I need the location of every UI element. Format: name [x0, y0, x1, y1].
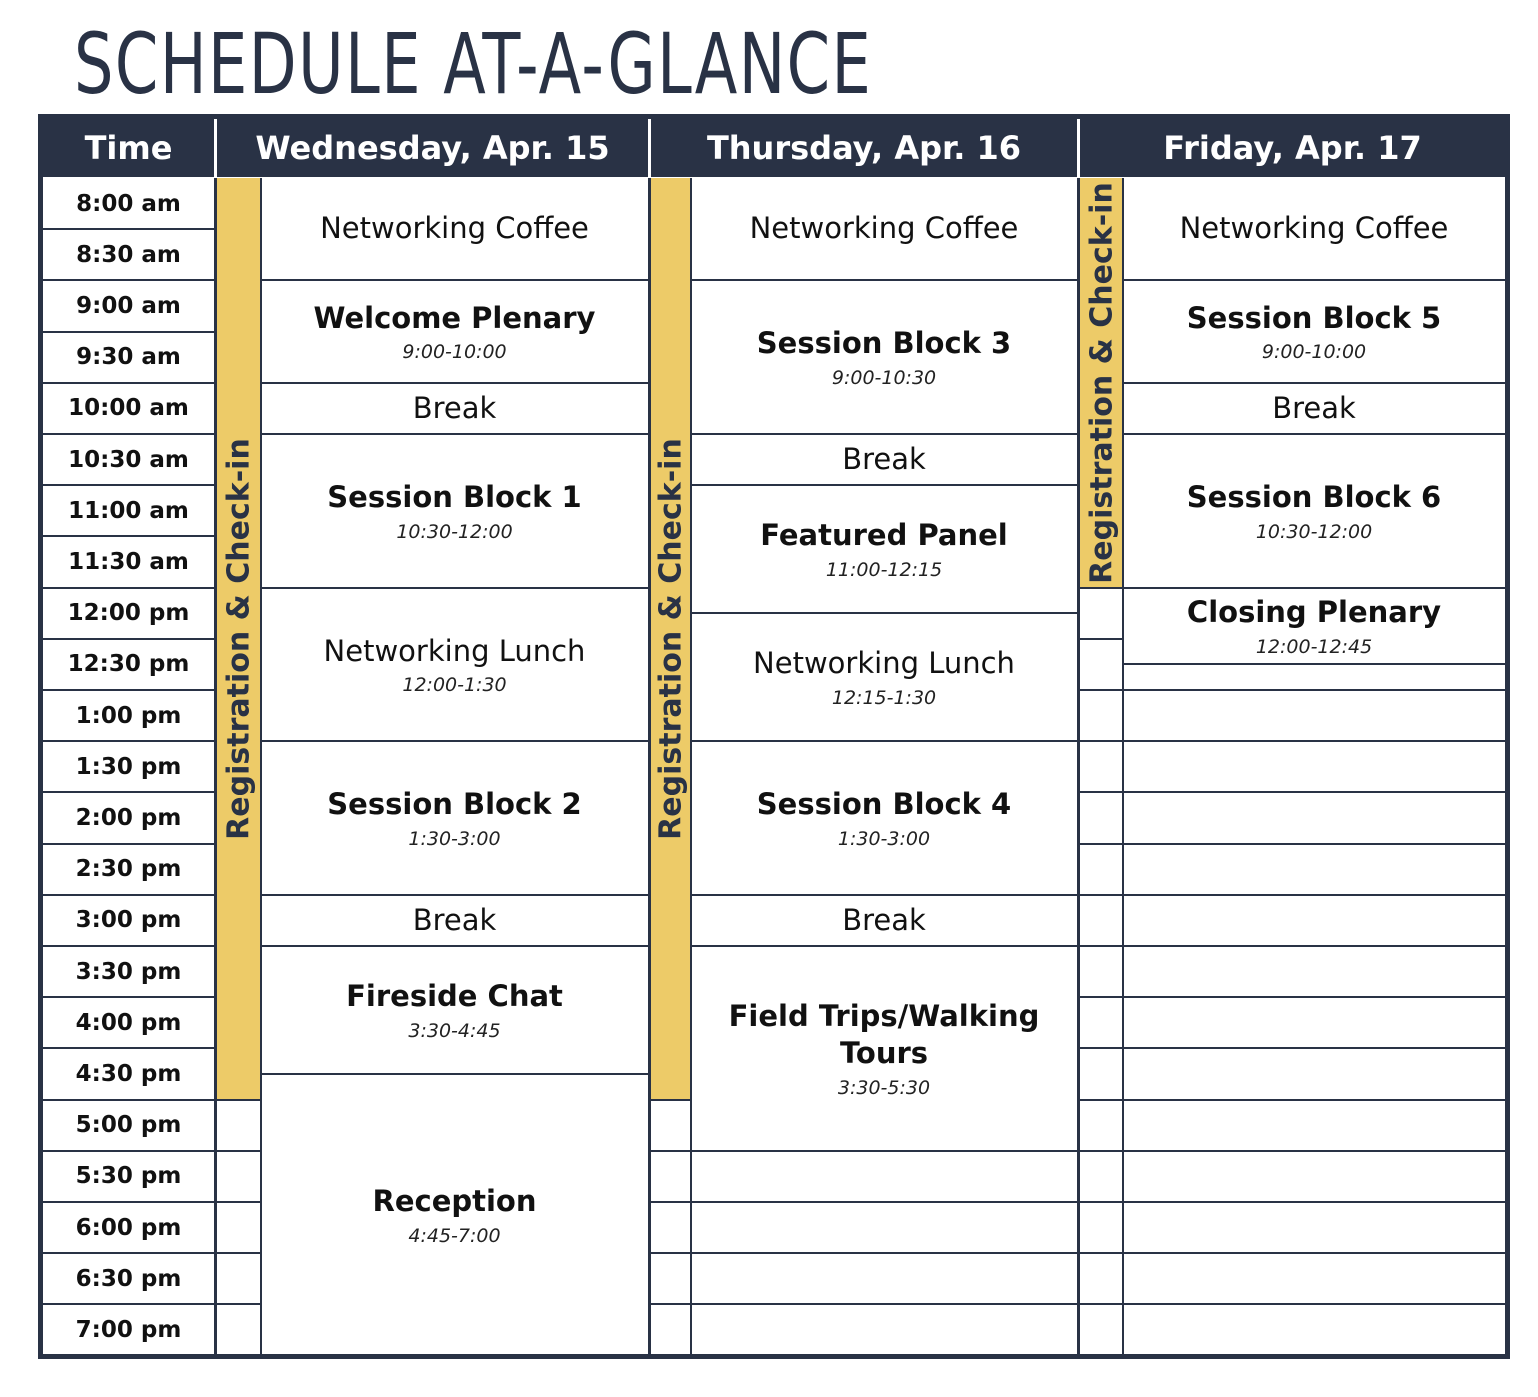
registration-label: Registration & Check-in — [1084, 181, 1119, 584]
event-name: Session Block 6 — [1186, 479, 1442, 514]
time-slot-label: 11:30 am — [68, 548, 189, 575]
event-time: 11:00-12:15 — [825, 559, 943, 582]
row-divider — [1123, 1303, 1505, 1305]
row-divider — [1123, 663, 1505, 665]
row-divider — [43, 1099, 214, 1101]
row-divider — [43, 945, 214, 947]
event-block — [261, 895, 648, 946]
event-time: 12:00-1:30 — [402, 674, 507, 697]
event-name: Break — [1272, 390, 1356, 425]
header-divider — [1077, 119, 1080, 177]
row-divider — [1123, 843, 1505, 845]
row-divider — [43, 689, 214, 691]
event-block — [261, 1074, 648, 1356]
row-divider — [1123, 1099, 1505, 1101]
row-divider — [1123, 894, 1505, 896]
header-wednesday: Wednesday, Apr. 15 — [217, 119, 648, 177]
event-block — [691, 178, 1077, 280]
event-name: Field Trips/Walking Tours — [728, 998, 1040, 1071]
row-divider — [651, 1099, 691, 1101]
event-time: 10:30-12:00 — [1255, 520, 1373, 543]
row-divider — [1123, 740, 1505, 742]
time-slot-label: 8:00 am — [76, 190, 181, 217]
page-title: SCHEDULE AT-A-GLANCE — [74, 15, 873, 113]
row-divider — [217, 1201, 261, 1203]
row-divider — [43, 791, 214, 793]
event-name: Break — [842, 902, 926, 937]
event-name: Session Block 1 — [327, 479, 582, 514]
row-divider — [1080, 1252, 1123, 1254]
time-slot-label: 9:30 am — [76, 344, 181, 371]
row-divider — [43, 1150, 214, 1152]
row-divider — [691, 1150, 1077, 1152]
event-name: Session Block 2 — [327, 787, 582, 822]
row-divider — [1123, 1047, 1505, 1049]
row-divider — [43, 382, 214, 384]
row-divider — [43, 587, 214, 589]
row-divider — [1080, 1047, 1123, 1049]
time-slot-label: 6:30 pm — [75, 1265, 182, 1292]
time-slot-label: 12:30 pm — [67, 651, 190, 678]
event-time: 3:30-4:45 — [408, 1019, 501, 1042]
registration-strip-thu — [651, 178, 691, 1100]
event-name: Break — [412, 390, 497, 425]
event-block — [261, 741, 648, 895]
row-divider — [1123, 689, 1505, 691]
header-time: Time — [43, 119, 214, 177]
row-divider — [1123, 791, 1505, 793]
time-slot-label: 9:00 am — [76, 292, 181, 319]
header-friday: Friday, Apr. 17 — [1080, 119, 1505, 177]
row-divider — [651, 1303, 691, 1305]
event-block — [691, 485, 1077, 613]
event-time: 4:45-7:00 — [408, 1224, 501, 1247]
row-divider — [651, 1150, 691, 1152]
time-slot-label: 4:00 pm — [75, 1009, 182, 1036]
time-slot-label: 11:00 am — [68, 497, 189, 524]
header-thursday: Thursday, Apr. 16 — [651, 119, 1077, 177]
event-name: Networking Lunch — [753, 646, 1015, 681]
row-divider — [1123, 1252, 1505, 1254]
event-block — [261, 946, 648, 1074]
row-divider — [651, 1201, 691, 1203]
event-block — [1123, 588, 1505, 665]
time-slot-label: 12:00 pm — [67, 600, 190, 627]
event-name: Networking Lunch — [323, 633, 586, 668]
row-divider — [43, 433, 214, 435]
event-name: Welcome Plenary — [313, 300, 596, 335]
event-time: 9:00-10:00 — [1261, 341, 1367, 364]
event-time: 3:30-5:30 — [837, 1077, 931, 1100]
registration-strip-wed — [217, 178, 261, 1100]
row-divider — [1080, 843, 1123, 845]
event-name: Break — [842, 441, 926, 476]
row-divider — [217, 1303, 261, 1305]
time-slot-label: 1:00 pm — [75, 702, 182, 729]
event-block — [261, 434, 648, 588]
registration-strip-fri — [1080, 178, 1123, 588]
row-divider — [43, 535, 214, 537]
row-divider — [1123, 945, 1505, 947]
event-block — [261, 588, 648, 742]
row-divider — [1080, 689, 1123, 691]
time-slot-label: 7:00 pm — [75, 1316, 182, 1343]
row-divider — [217, 1252, 261, 1254]
event-time: 9:00-10:30 — [831, 367, 937, 390]
event-block — [691, 434, 1077, 485]
time-slot-label: 10:00 am — [68, 395, 189, 422]
event-block — [691, 895, 1077, 946]
row-divider — [1080, 1303, 1123, 1305]
row-divider — [43, 740, 214, 742]
row-divider — [691, 1303, 1077, 1305]
registration-label: Registration & Check-in — [653, 437, 689, 840]
event-name: Networking Coffee — [320, 211, 589, 246]
row-divider — [43, 1303, 214, 1305]
event-name: Session Block 5 — [1186, 300, 1442, 335]
time-slot-label: 10:30 am — [68, 446, 189, 473]
event-time: 9:00-10:00 — [402, 341, 507, 364]
registration-label: Registration & Check-in — [221, 437, 257, 840]
event-block — [1123, 280, 1505, 382]
event-name: Networking Coffee — [1179, 211, 1449, 246]
row-divider — [43, 228, 214, 230]
event-name: Networking Coffee — [749, 211, 1019, 246]
event-block — [691, 280, 1077, 434]
event-block — [691, 741, 1077, 895]
event-time: 1:30-3:00 — [837, 827, 931, 850]
row-divider — [1080, 587, 1123, 589]
row-divider — [1080, 1099, 1123, 1101]
event-block — [261, 178, 648, 280]
row-divider — [1080, 638, 1123, 640]
event-name: Featured Panel — [760, 518, 1008, 553]
row-divider — [1080, 1201, 1123, 1203]
time-slot-label: 2:00 pm — [75, 804, 182, 831]
event-block — [1123, 434, 1505, 588]
header-divider — [648, 119, 651, 177]
event-block — [691, 946, 1077, 1151]
row-divider — [1123, 1150, 1505, 1152]
time-slot-label: 5:00 pm — [75, 1112, 182, 1139]
event-block — [1123, 383, 1505, 434]
time-slot-label: 1:30 pm — [75, 753, 182, 780]
row-divider — [43, 1252, 214, 1254]
row-divider — [43, 1047, 214, 1049]
event-name: Session Block 4 — [756, 787, 1012, 822]
time-slot-label: 3:30 pm — [75, 958, 182, 985]
row-divider — [43, 996, 214, 998]
row-divider — [1080, 740, 1123, 742]
row-divider — [43, 1201, 214, 1203]
row-divider — [691, 1252, 1077, 1254]
row-divider — [217, 1099, 261, 1101]
event-block — [1123, 178, 1505, 280]
row-divider — [43, 279, 214, 281]
row-divider — [1123, 1201, 1505, 1203]
time-slot-label: 5:30 pm — [75, 1163, 182, 1190]
row-divider — [43, 894, 214, 896]
row-divider — [1123, 996, 1505, 998]
row-divider — [43, 484, 214, 486]
row-divider — [651, 1252, 691, 1254]
event-block — [261, 383, 648, 434]
row-divider — [43, 843, 214, 845]
row-divider — [217, 1150, 261, 1152]
event-name: Reception — [372, 1183, 537, 1218]
time-slot-label: 4:30 pm — [75, 1060, 182, 1087]
time-slot-label: 8:30 am — [76, 241, 181, 268]
time-slot-label: 3:00 pm — [75, 907, 182, 934]
row-divider — [1080, 1150, 1123, 1152]
event-block — [691, 613, 1077, 741]
row-divider — [43, 331, 214, 333]
event-time: 1:30-3:00 — [408, 827, 501, 850]
event-name: Break — [412, 902, 497, 937]
time-slot-label: 2:30 pm — [75, 856, 182, 883]
row-divider — [1080, 894, 1123, 896]
event-name: Fireside Chat — [346, 979, 563, 1014]
event-time: 10:30-12:00 — [396, 520, 513, 543]
event-name: Closing Plenary — [1186, 595, 1442, 630]
event-name: Session Block 3 — [756, 326, 1012, 361]
event-time: 12:15-1:30 — [831, 687, 937, 710]
time-slot-label: 6:00 pm — [75, 1214, 182, 1241]
header-divider — [214, 119, 217, 177]
row-divider — [43, 638, 214, 640]
event-time: 12:00-12:45 — [1255, 635, 1373, 658]
event-block — [261, 280, 648, 382]
row-divider — [1080, 791, 1123, 793]
row-divider — [1080, 945, 1123, 947]
row-divider — [1080, 996, 1123, 998]
row-divider — [691, 1201, 1077, 1203]
